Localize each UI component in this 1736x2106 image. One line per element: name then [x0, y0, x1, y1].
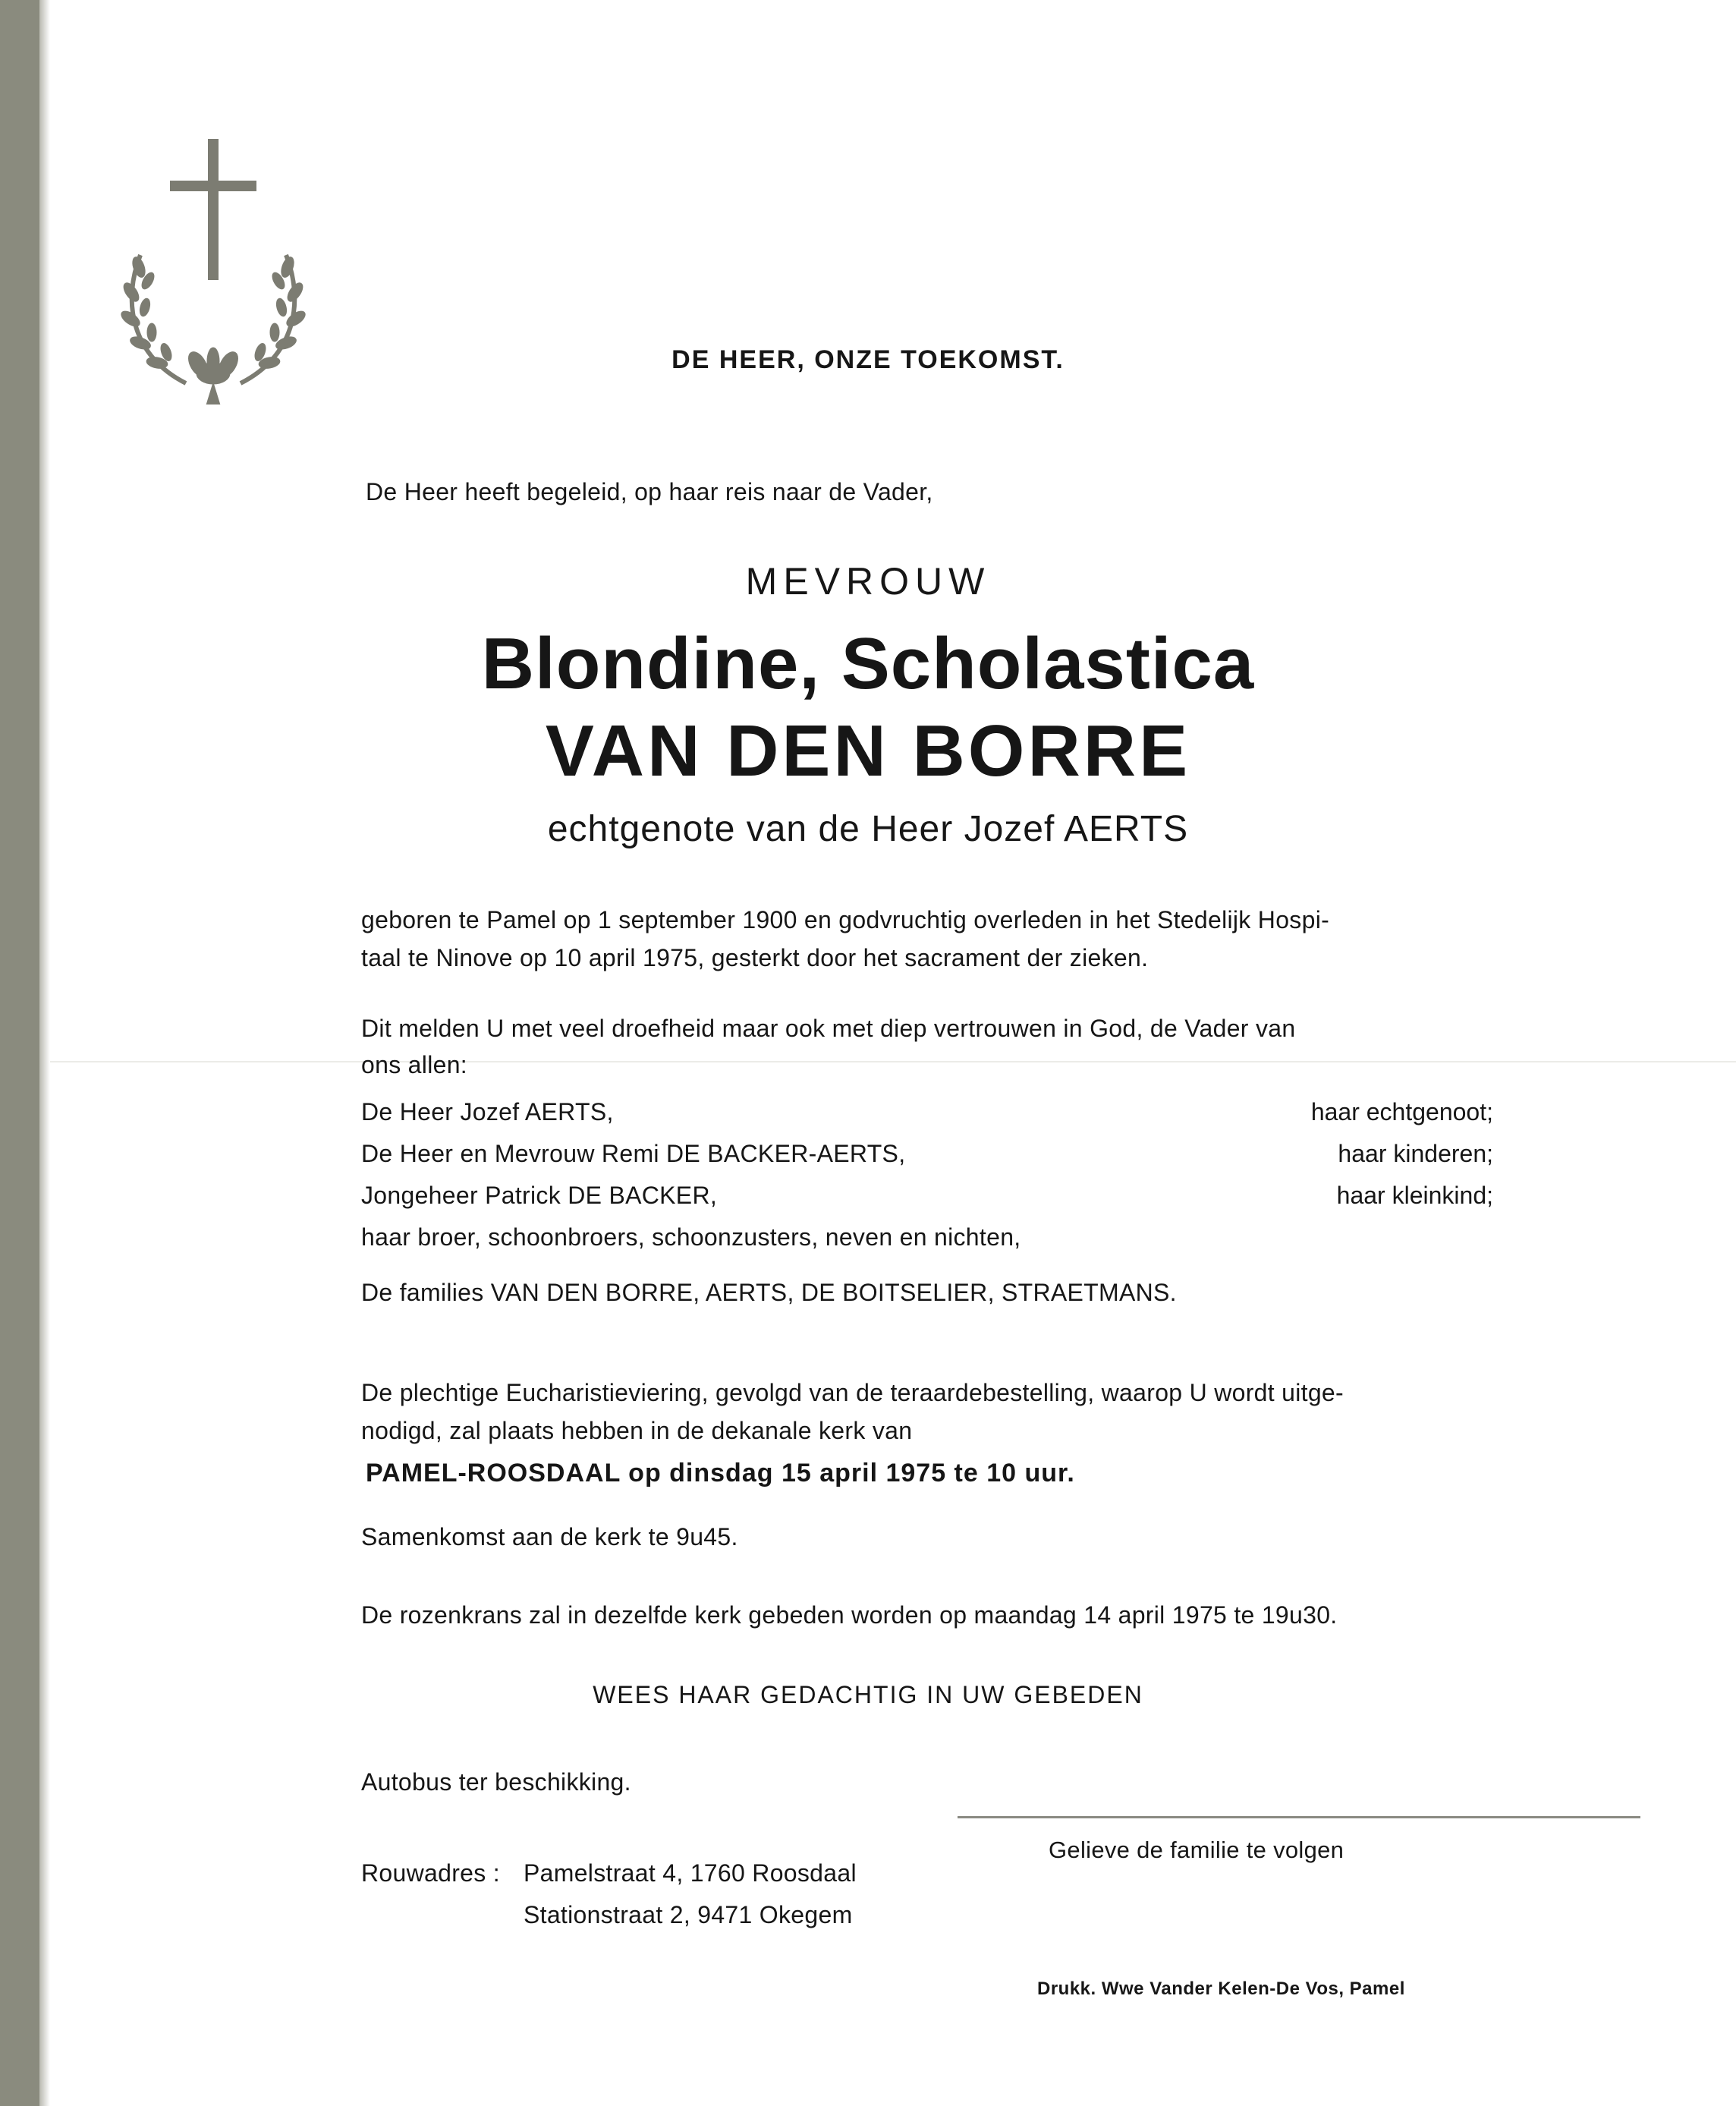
motto-heading: DE HEER, ONZE TOEKOMST. — [671, 345, 1065, 374]
mourner-relation: haar kleinkind; — [1336, 1182, 1493, 1209]
prayer-request: WEES HAAR GEDACHTIG IN UW GEBEDEN — [593, 1681, 1143, 1708]
service-place-time: PAMEL-ROOSDAAL op dinsdag 15 april 1975 te 10 uur. — [366, 1459, 1075, 1487]
intro-line: De Heer heeft begeleid, op haar reis naar de Vader, — [366, 478, 933, 505]
mourner-relation: haar kinderen; — [1338, 1140, 1493, 1167]
printer-imprint: Drukk. Wwe Vander Kelen-De Vos, Pamel — [1037, 1979, 1405, 1999]
mourning-address-line-1: Pamelstraat 4, 1760 Roosdaal — [524, 1859, 857, 1887]
rosary-line: De rozenkrans zal in dezelfde kerk gebeden worden op maandag 14 april 1975 te 19u30. — [361, 1601, 1338, 1629]
announcement-line-1: Dit melden U met veel droefheid maar ook met diep vertrouwen in God, de Vader van — [361, 1015, 1296, 1042]
announcement-line-2: ons allen: — [361, 1051, 467, 1078]
biography-line-1: geboren te Pamel op 1 september 1900 en godvruchtig overleden in het Stedelijk Hospi- — [361, 906, 1330, 933]
mourning-address-line-2: Stationstraat 2, 9471 Okegem — [524, 1901, 853, 1928]
mourning-address-label: Rouwadres : — [361, 1859, 500, 1887]
paper-edge-strip — [0, 0, 39, 2106]
bus-line: Autobus ter beschikking. — [361, 1768, 631, 1796]
families-line: De families VAN DEN BORRE, AERTS, DE BOITSELIER, STRAETMANS. — [361, 1279, 1177, 1306]
surname: VAN DEN BORRE — [545, 710, 1191, 792]
paper-edge-shade — [39, 0, 50, 2106]
service-line-1: De plechtige Eucharistieviering, gevolgd van de teraardebestelling, waarop U wordt uitge- — [361, 1379, 1344, 1406]
mourner-relation: haar echtgenoot; — [1310, 1098, 1493, 1125]
cross-icon — [170, 139, 256, 280]
spouse-line: echtgenote van de Heer Jozef AERTS — [547, 809, 1189, 849]
mourner-name: haar broer, schoonbroers, schoonzusters, neven en nichten, — [361, 1223, 1021, 1251]
mourner-name: De Heer Jozef AERTS, — [361, 1098, 614, 1125]
biography-line-2: taal te Ninove op 10 april 1975, gesterkt door het sacrament der zieken. — [361, 944, 1149, 971]
gathering-line: Samenkomst aan de kerk te 9u45. — [361, 1523, 738, 1550]
mourner-name: Jongeheer Patrick DE BACKER, — [361, 1182, 718, 1209]
service-line-2: nodigd, zal plaats hebben in de dekanale kerk van — [361, 1417, 913, 1444]
follow-note-rule — [958, 1816, 1640, 1818]
honorific: MEVROUW — [745, 560, 991, 603]
cross-and-wreath-emblem — [118, 137, 315, 425]
given-names: Blondine, Scholastica — [481, 623, 1255, 704]
follow-family-note: Gelieve de familie te volgen — [1049, 1837, 1344, 1863]
paper-fold-line — [50, 1061, 1736, 1062]
mourner-name: De Heer en Mevrouw Remi DE BACKER-AERTS, — [361, 1140, 906, 1167]
